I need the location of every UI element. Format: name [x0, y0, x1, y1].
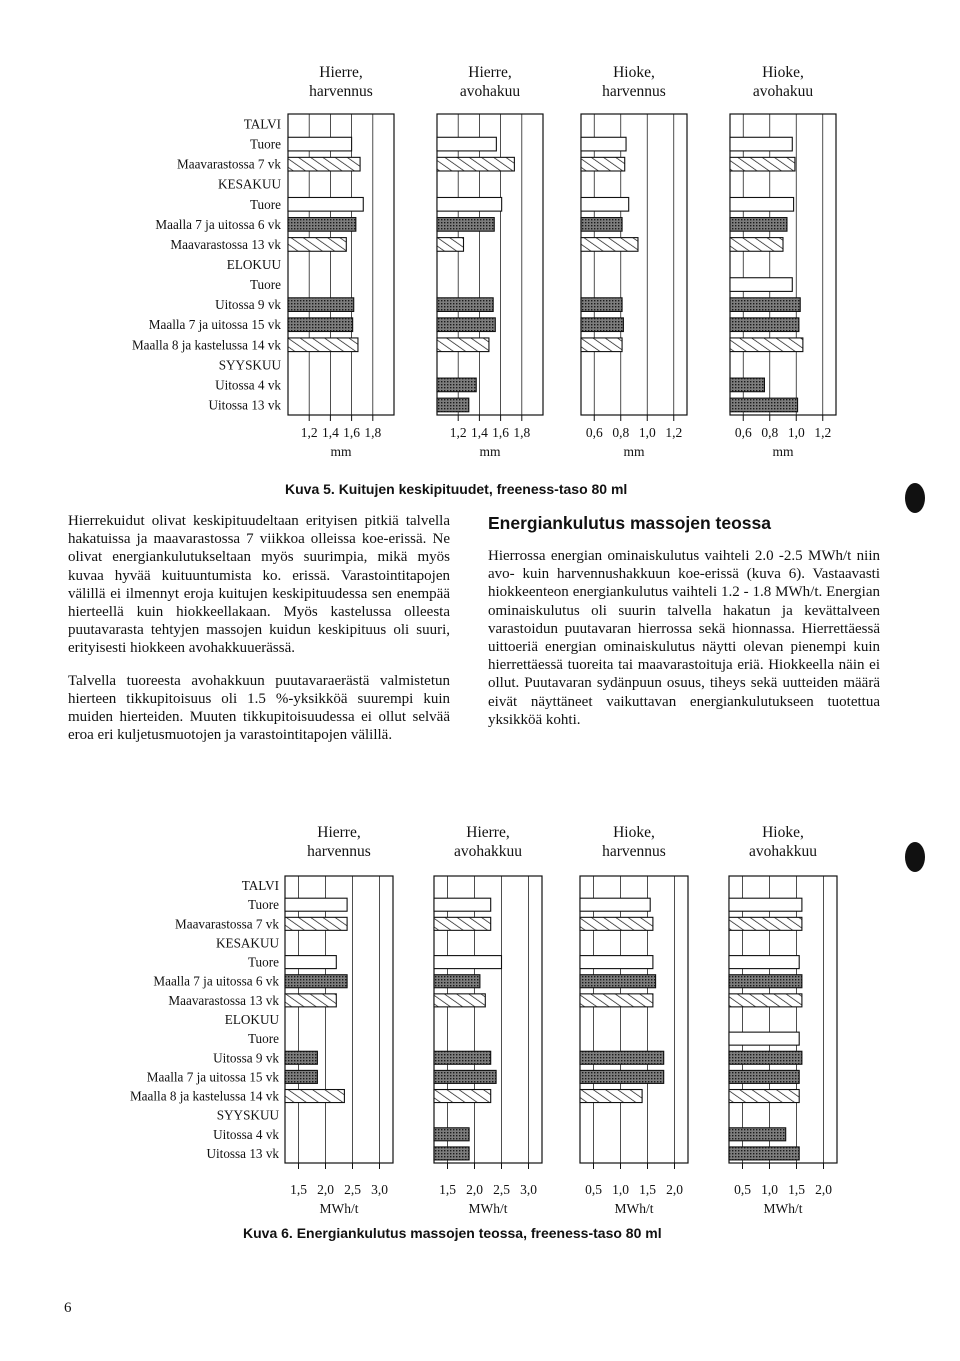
- tick-label: 1,8: [364, 425, 382, 440]
- bar: [285, 994, 336, 1007]
- bar: [730, 278, 792, 292]
- bar: [285, 898, 347, 911]
- category-label: Maalla 7 ja uitossa 15 vk: [148, 317, 281, 333]
- bar: [729, 1128, 786, 1141]
- category-label: Maavarastossa 13 vk: [170, 236, 281, 252]
- category-label: Tuore: [249, 136, 281, 152]
- tick-label: 1,5: [788, 1182, 805, 1197]
- panel-subtitle: avohakuu: [752, 83, 814, 100]
- bar: [729, 1147, 799, 1160]
- axis-unit-label: MWh/t: [468, 1201, 508, 1216]
- bar: [437, 238, 464, 252]
- bar: [730, 238, 783, 252]
- bar: [434, 1070, 496, 1083]
- bar: [729, 1051, 802, 1064]
- tick-label: 1,0: [638, 425, 656, 440]
- bar: [580, 1090, 642, 1103]
- category-label: Maalla 7 ja uitossa 15 vk: [146, 1069, 279, 1085]
- bar: [580, 917, 653, 930]
- panel-subtitle: harvennus: [307, 843, 371, 860]
- category-label: Maalla 8 ja kastelussa 14 vk: [131, 337, 281, 353]
- panel-title: Hioke,: [762, 64, 804, 81]
- tick-label: 1,5: [439, 1182, 456, 1197]
- bar: [288, 197, 363, 211]
- bar: [437, 218, 494, 232]
- tick-label: 2,0: [466, 1182, 483, 1197]
- bar: [437, 137, 496, 151]
- category-label: Tuore: [247, 954, 279, 970]
- bar: [285, 1051, 317, 1064]
- bar: [730, 398, 798, 412]
- bar: [434, 975, 480, 988]
- bar: [580, 898, 650, 911]
- tick-label: 1,2: [665, 425, 683, 440]
- category-label: SYYSKUU: [216, 1107, 279, 1123]
- bar: [729, 975, 802, 988]
- tick-label: 1,2: [449, 425, 467, 440]
- axis-unit-label: MWh/t: [319, 1201, 359, 1216]
- bar: [729, 956, 799, 969]
- bar: [437, 197, 502, 211]
- category-label: ELOKUU: [224, 1012, 279, 1027]
- bar: [581, 197, 629, 211]
- panel-subtitle: harvennus: [602, 843, 666, 860]
- bar: [437, 338, 489, 352]
- bar: [434, 1147, 469, 1160]
- category-label: Uitossa 13 vk: [208, 397, 281, 413]
- panel-title: Hioke,: [613, 64, 655, 81]
- axis-unit-label: mm: [623, 444, 645, 459]
- bar: [288, 318, 353, 332]
- bar: [434, 1128, 469, 1141]
- category-label: Maalla 7 ja uitossa 6 vk: [153, 973, 279, 989]
- bar: [729, 994, 802, 1007]
- bar: [730, 218, 787, 232]
- tick-label: 0,5: [734, 1182, 751, 1197]
- bar: [434, 994, 485, 1007]
- bar: [581, 298, 622, 312]
- tick-label: 1,6: [492, 425, 510, 440]
- bar: [288, 157, 360, 171]
- tick-label: 3,0: [520, 1182, 537, 1197]
- figure-5-caption: Kuva 5. Kuitujen keskipituudet, freeness-taso 80 ml: [285, 481, 628, 497]
- bar: [730, 298, 800, 312]
- category-label: Uitossa 4 vk: [215, 377, 281, 393]
- category-label: Maavarastossa 7 vk: [176, 156, 281, 172]
- bar: [288, 137, 352, 151]
- category-label: Tuore: [247, 897, 279, 913]
- tick-label: 0,5: [585, 1182, 602, 1197]
- bar: [285, 1090, 344, 1103]
- panel-subtitle: harvennus: [602, 83, 666, 100]
- bar: [437, 157, 514, 171]
- category-label: Tuore: [249, 277, 281, 293]
- bar: [729, 917, 802, 930]
- bar: [730, 137, 792, 151]
- paragraph-energy: Hierrossa energian ominaiskulutus vaihteli 2.0 -2.5 MWh/t niin avo- kuin harvennushakkuun koe-erissä (kuva 6). Vastaavasti hiokkeenteon energiankulutus vaihteli 1.2 - 1.8 MWh/t. Energian ominaiskulutus oli suurin talvella hakatun ja kevättalveen varastoidun puutavaran hierrossa sekä hionnassa. Hierrettäessä uittoeriä energian ominaiskulutus näytti olevan pienempi kuin hierrettäessä tuoreita tai maavarastoituja eriä. Hiokkeella näin ei ollut. Puutavaran sydänpuun osuus, tiheys sekä uutteiden määrä eivät näyttäneet vaikuttavan energiankulutukseen tuotettua yksikköä kohti.: [488, 548, 880, 728]
- bar: [580, 956, 653, 969]
- tick-label: 1,0: [612, 1182, 629, 1197]
- bar: [285, 975, 347, 988]
- tick-label: 2,5: [493, 1182, 510, 1197]
- panel-title: Hierre,: [317, 824, 361, 841]
- tick-label: 1,0: [761, 1182, 778, 1197]
- figure-6-chart: [0, 820, 960, 1220]
- right-column: [488, 547, 880, 743]
- paragraph-fiber-length: Hierrekuidut olivat keskipituudeltaan erityisen pitkiä talvella hakatuissa ja maavarastossa 7 viikkoa olleissa koe-erissä. Ne olivat energiankulutukseltaan myös suurimpia, mikä myös kuvaa hyvää kuituuntumista ko. erissä. Varastointitapojen välillä ei ilmennyt eroja kuitujen keskipituudessa sen enempää hierteellä kuin hiokkeellakaan. Myös kastelussa olleesta puutavarasta tehtyjen massojen kuidun keskipituus oli suuri, erityisesti hiokkeen avohakkuuerässä.: [68, 513, 450, 657]
- category-label: Tuore: [249, 196, 281, 212]
- bar: [730, 318, 799, 332]
- category-label: Maalla 7 ja uitossa 6 vk: [155, 216, 281, 232]
- paragraph-shive-content: Talvella tuoreesta avohakkuun puutavaraerästä valmistetun hierteen tikkupitoisuus oli 1.5 %-yksikköä suurempi kuin muiden hierteiden. Muuten tikkupitoisuudessa ei ollut selvää eroa eri kuljetusmuotojen ja varastointitapojen välillä.: [68, 672, 450, 744]
- bar: [437, 318, 495, 332]
- axis-unit-label: MWh/t: [614, 1201, 654, 1216]
- tick-label: 1,2: [814, 425, 832, 440]
- panel-subtitle: harvennus: [309, 83, 373, 100]
- bar: [434, 917, 491, 930]
- category-label: KESAKUU: [215, 935, 279, 951]
- bar: [580, 1051, 664, 1064]
- tick-label: 1,4: [470, 425, 488, 440]
- bar: [729, 1090, 799, 1103]
- bar: [288, 218, 356, 232]
- tick-label: 1,2: [300, 425, 318, 440]
- category-label: Maavarastossa 13 vk: [168, 992, 279, 1008]
- panel-title: Hierre,: [319, 64, 363, 81]
- tick-label: 1,8: [513, 425, 531, 440]
- bar: [729, 1032, 799, 1045]
- category-label: Maalla 8 ja kastelussa 14 vk: [129, 1088, 279, 1104]
- bar: [580, 1070, 664, 1083]
- tick-label: 0,8: [612, 425, 630, 440]
- tick-label: 0,8: [761, 425, 779, 440]
- bar: [729, 898, 802, 911]
- category-label: TALVI: [243, 116, 281, 132]
- bar: [581, 157, 625, 171]
- panel-title: Hierre,: [466, 824, 510, 841]
- bar: [437, 378, 476, 392]
- tick-label: 1,6: [343, 425, 361, 440]
- bar: [437, 298, 493, 312]
- bar: [437, 398, 469, 412]
- bar: [729, 1070, 799, 1083]
- bar: [434, 1051, 491, 1064]
- margin-punch-mark: [905, 483, 925, 513]
- bar: [581, 338, 622, 352]
- axis-unit-label: MWh/t: [763, 1201, 803, 1216]
- category-label: Uitossa 9 vk: [213, 1050, 279, 1066]
- bar: [434, 898, 491, 911]
- bar: [730, 157, 795, 171]
- bar: [285, 956, 336, 969]
- panel-title: Hioke,: [762, 824, 804, 841]
- panel-subtitle: avohakkuu: [748, 843, 818, 860]
- bar: [288, 238, 346, 252]
- panel-title: Hierre,: [468, 64, 512, 81]
- bar: [730, 197, 794, 211]
- bar: [730, 378, 764, 392]
- section-heading: Energiankulutus massojen teossa: [488, 513, 772, 533]
- bar: [434, 1090, 491, 1103]
- axis-unit-label: mm: [772, 444, 794, 459]
- bar: [581, 238, 638, 252]
- bar: [581, 318, 623, 332]
- tick-label: 1,4: [321, 425, 339, 440]
- bar: [730, 338, 803, 352]
- figure-5-chart: [0, 60, 960, 470]
- tick-label: 3,0: [371, 1182, 388, 1197]
- tick-label: 1,5: [290, 1182, 307, 1197]
- bar: [581, 137, 626, 151]
- tick-label: 2,0: [666, 1182, 683, 1197]
- category-label: Maavarastossa 7 vk: [174, 916, 279, 932]
- panel-subtitle: avohakuu: [459, 83, 521, 100]
- category-label: Uitossa 4 vk: [213, 1126, 279, 1142]
- bar: [288, 338, 358, 352]
- category-label: KESAKUU: [217, 176, 281, 192]
- figure-6-caption: Kuva 6. Energiankulutus massojen teossa, freeness-taso 80 ml: [243, 1225, 662, 1241]
- bar: [580, 975, 656, 988]
- tick-label: 1,5: [639, 1182, 656, 1197]
- margin-punch-mark: [905, 842, 925, 872]
- category-label: ELOKUU: [226, 257, 281, 272]
- category-label: TALVI: [241, 878, 279, 894]
- category-label: Uitossa 9 vk: [215, 297, 281, 313]
- tick-label: 0,6: [585, 425, 603, 440]
- tick-label: 2,0: [815, 1182, 832, 1197]
- category-label: Uitossa 13 vk: [206, 1145, 279, 1161]
- bar: [288, 298, 354, 312]
- panel-title: Hioke,: [613, 824, 655, 841]
- page-number: 6: [64, 1300, 72, 1316]
- bar: [285, 917, 347, 930]
- tick-label: 2,5: [344, 1182, 361, 1197]
- bar: [285, 1070, 317, 1083]
- axis-unit-label: mm: [479, 444, 501, 459]
- left-column: [68, 512, 450, 758]
- axis-unit-label: mm: [330, 444, 352, 459]
- category-label: Tuore: [247, 1031, 279, 1047]
- bar: [434, 956, 502, 969]
- tick-label: 0,6: [734, 425, 752, 440]
- tick-label: 1,0: [787, 425, 805, 440]
- bar: [580, 994, 653, 1007]
- bar: [581, 218, 622, 232]
- panel-subtitle: avohakkuu: [453, 843, 523, 860]
- category-label: SYYSKUU: [218, 357, 281, 373]
- tick-label: 2,0: [317, 1182, 334, 1197]
